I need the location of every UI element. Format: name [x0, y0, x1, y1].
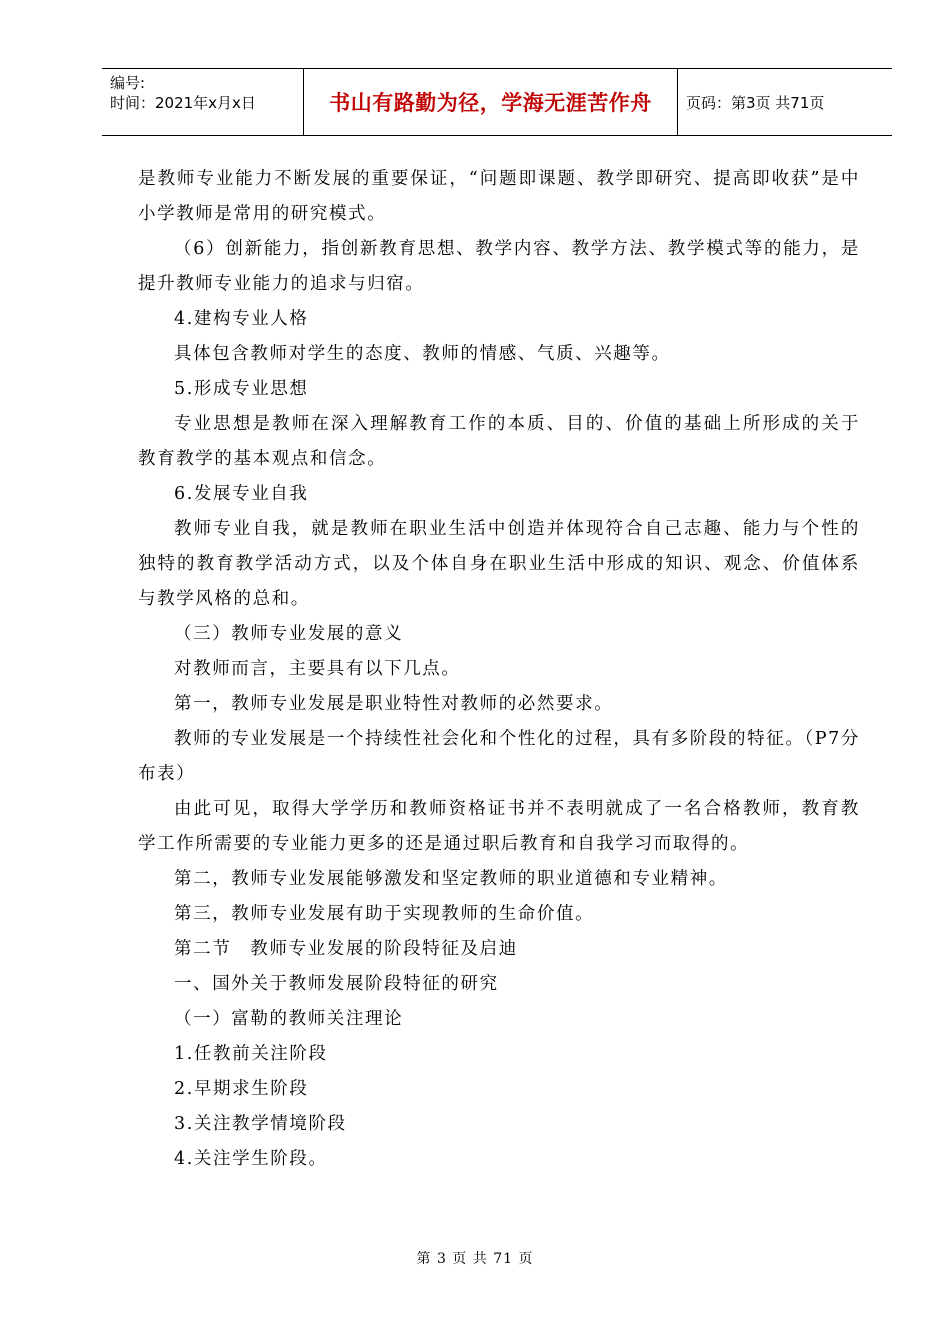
section-heading: 4.建构专业人格 [174, 309, 309, 329]
paragraph-continuation: 是教师专业能力不断发展的重要保证，“问题即课题、教学即研究、提高即收获”是中小学教师是常用的研究模式。 [138, 169, 860, 224]
paragraph: 第三，教师专业发展有助于实现教师的生命价值。 [174, 904, 595, 924]
section-heading: （三）教师专业发展的意义 [174, 624, 404, 644]
list-item: 3.关注教学情境阶段 [174, 1114, 347, 1134]
header-page-label: 页码：第3页 共71页 [686, 93, 825, 112]
section-heading: 一、国外关于教师发展阶段特征的研究 [174, 974, 499, 994]
document-header [102, 68, 892, 136]
paragraph: 教师专业自我，就是教师在职业生活中创造并体现符合自己志趣、能力与个性的独特的教育教学活动方式，以及个体自身在职业生活中形成的知识、观念、价值体系与教学风格的总和。 [138, 519, 860, 609]
paragraph: 专业思想是教师在深入理解教育工作的本质、目的、价值的基础上所形成的关于教育教学的基本观点和信念。 [138, 414, 860, 469]
paragraph: （6）创新能力，指创新教育思想、教学内容、教学方法、教学模式等的能力，是提升教师专业能力的追求与归宿。 [138, 239, 860, 294]
list-item: 2.早期求生阶段 [174, 1079, 309, 1099]
list-item: 4.关注学生阶段。 [174, 1149, 328, 1169]
number-label: 编号: [110, 74, 146, 92]
section-heading: 5.形成专业思想 [174, 379, 309, 399]
time-label: 时间：2021年x月x日 [110, 94, 256, 112]
paragraph: 由此可见，取得大学学历和教师资格证书并不表明就成了一名合格教师，教育教学工作所需要的专业能力更多的还是通过职后教育和自我学习而取得的。 [138, 799, 860, 854]
section-heading: 6.发展专业自我 [174, 484, 309, 504]
paragraph: 教师的专业发展是一个持续性社会化和个性化的过程，具有多阶段的特征。（P7分布表） [138, 729, 860, 784]
list-item: 1.任教前关注阶段 [174, 1044, 328, 1064]
document-body [138, 162, 860, 1177]
page-footer: 第 3 页 共 71 页 [416, 1251, 534, 1267]
header-motto: 书山有路勤为径，学海无涯苦作舟 [304, 69, 678, 135]
chapter-heading: 第二节 教师专业发展的阶段特征及启迪 [174, 939, 518, 959]
header-meta [102, 69, 304, 135]
paragraph: 具体包含教师对学生的态度、教师的情感、气质、兴趣等。 [174, 344, 671, 364]
paragraph: 第一，教师专业发展是职业特性对教师的必然要求。 [174, 694, 614, 714]
section-heading: （一）富勒的教师关注理论 [174, 1009, 404, 1029]
paragraph: 第二，教师专业发展能够激发和坚定教师的职业道德和专业精神。 [174, 869, 728, 889]
paragraph: 对教师而言，主要具有以下几点。 [174, 659, 461, 679]
